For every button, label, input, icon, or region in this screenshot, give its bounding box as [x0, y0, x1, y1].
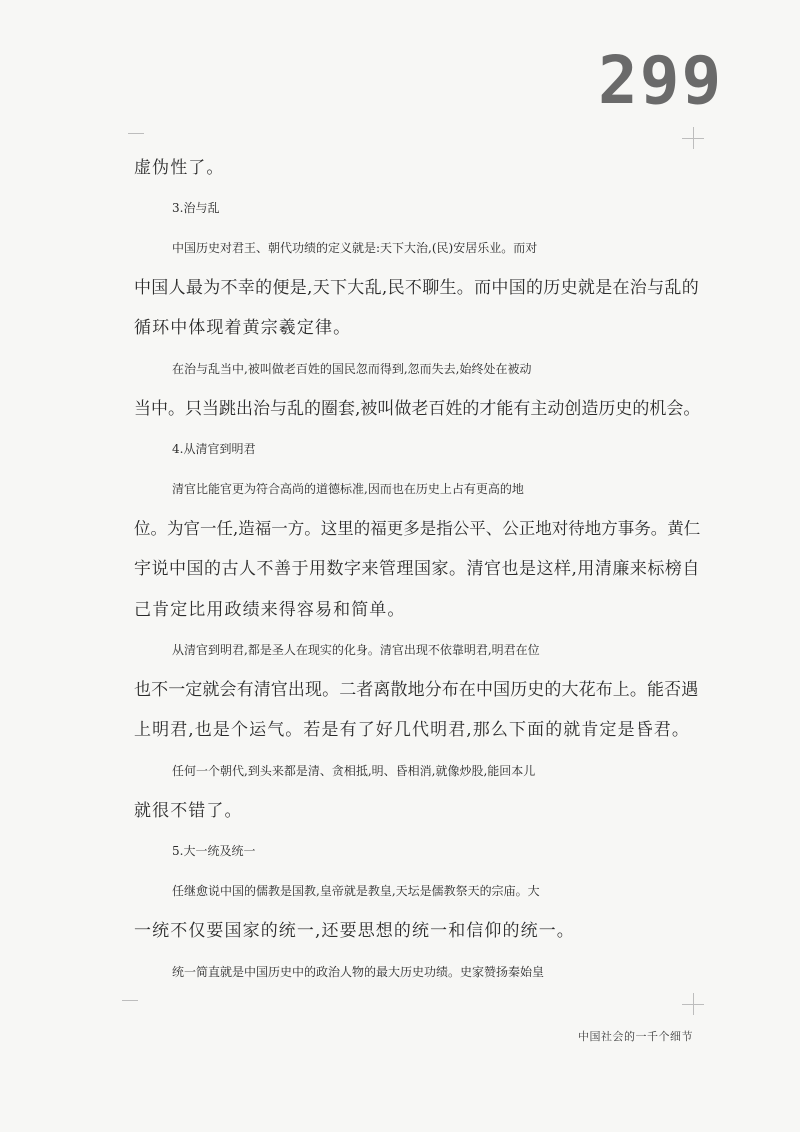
section-heading: 3.治与乱: [172, 201, 220, 215]
crop-mark-bottom-left: [122, 1000, 138, 1001]
crop-mark-top-left: [128, 133, 144, 134]
text-line: 在治与乱当中,被叫做老百姓的国民忽而得到,忽而失去,始终处在被动: [172, 362, 532, 376]
page-number: 299: [598, 42, 724, 119]
text-line: 就很不错了。: [134, 801, 243, 821]
text-line: 从清官到明君,都是圣人在现实的化身。清官出现不依靠明君,明君在位: [172, 643, 540, 657]
text-line: 清官比能官更为符合高尚的道德标准,因而也在历史上占有更高的地: [172, 482, 524, 496]
running-footer: 中国社会的一千个细节: [578, 1030, 693, 1043]
section-heading: 5.大一统及统一: [172, 844, 256, 858]
text-line: 位。为官一任,造福一方。这里的福更多是指公平、公正地对待地方事务。黄仁: [134, 519, 701, 538]
text-line: 己肯定比用政绩来得容易和简单。: [134, 600, 406, 620]
text-line: 任何一个朝代,到头来都是清、贪相抵,明、昏相消,就像炒股,能回本儿: [172, 764, 536, 778]
text-line: 上明君,也是个运气。若是有了好几代明君,那么下面的就肯定是昏君。: [134, 720, 691, 740]
text-line: 中国历史对君王、朝代功绩的定义就是:天下大治,(民)安居乐业。而对: [172, 241, 538, 255]
text-line: 中国人最为不幸的便是,天下大乱,民不聊生。而中国的历史就是在治与乱的: [134, 278, 700, 298]
crop-mark-bottom-right-v: [693, 993, 694, 1015]
text-line: 任继愈说中国的儒教是国教,皇帝就是教皇,天坛是儒教祭天的宗庙。大: [172, 884, 540, 898]
text-line: 也不一定就会有清官出现。二者离散地分布在中国历史的大花布上。能否遇: [134, 680, 699, 700]
text-line: 一统不仅要国家的统一,还要思想的统一和信仰的统一。: [134, 921, 575, 941]
text-line: 当中。只当跳出治与乱的圈套,被叫做老百姓的才能有主动创造历史的机会。: [134, 399, 701, 419]
text-line: 统一简直就是中国历史中的政治人物的最大历史功绩。史家赞扬秦始皇: [172, 965, 545, 979]
text-line: 虚伪性了。: [134, 158, 225, 178]
text-line: 循环中体现着黄宗羲定律。: [134, 318, 352, 338]
section-heading: 4.从清官到明君: [172, 442, 256, 456]
crop-mark-top-right-v: [693, 127, 694, 149]
text-line: 宇说中国的古人不善于用数字来管理国家。清官也是这样,用清廉来标榜自: [134, 559, 700, 579]
